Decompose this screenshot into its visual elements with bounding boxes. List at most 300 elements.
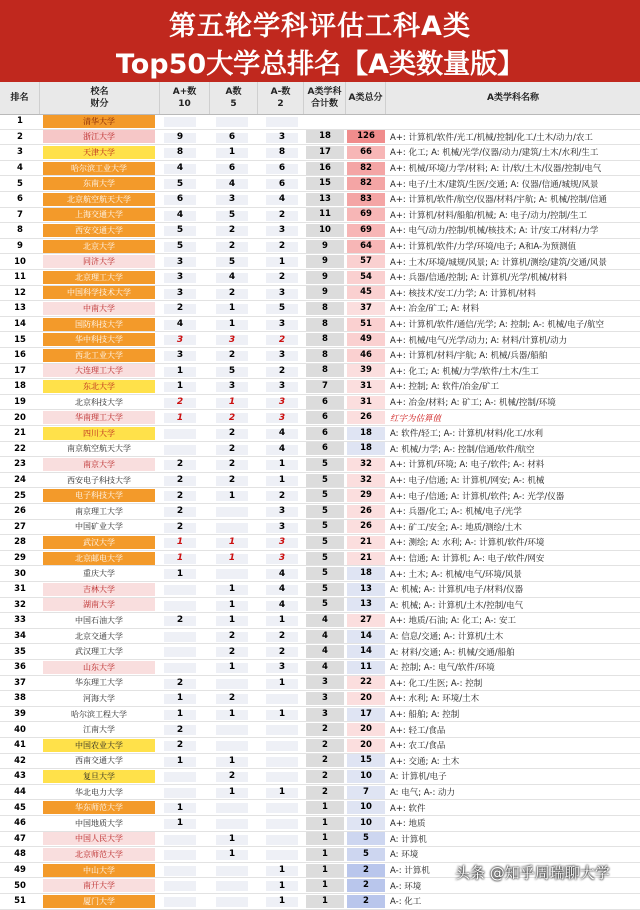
subject-names: A-: 计算机 xyxy=(390,866,430,877)
total-count xyxy=(304,254,346,269)
aminus-count: 2 xyxy=(278,209,286,220)
a-count: 1 xyxy=(228,319,236,330)
score-value: 26 xyxy=(347,505,385,518)
school-cell xyxy=(40,379,158,394)
subject-names: A+: 土木/环境/城规/风景; A: 计算机/测绘/建筑/交通/风景 xyxy=(390,257,607,268)
school-name: 中国农业大学 xyxy=(43,739,155,752)
subject-names: A+: 地质 xyxy=(390,819,426,830)
aminus-count: 1 xyxy=(278,709,286,720)
aminus-count: 1 xyxy=(278,475,286,486)
total-count xyxy=(304,691,346,706)
school-cell xyxy=(40,130,158,145)
subject-names: A+: 冶金/矿工; A: 材料 xyxy=(390,304,480,315)
aminus-count xyxy=(262,754,302,769)
table-row xyxy=(0,598,640,614)
aminus-count: 2 xyxy=(278,272,286,283)
score-value: 17 xyxy=(347,708,385,721)
total-value: 1 xyxy=(306,832,344,845)
aplus-count xyxy=(160,863,200,878)
school-name: 重庆大学 xyxy=(43,567,155,580)
score-value: 10 xyxy=(347,801,385,814)
score-value: 26 xyxy=(347,411,385,424)
subject-names: A+: 电气/动力/控制/机械/核技术; A: 计/安工/材料/力学 xyxy=(390,226,599,237)
total-value: 2 xyxy=(306,770,344,783)
score-cell xyxy=(346,442,386,457)
school-cell xyxy=(40,348,158,363)
aplus-count: 2 xyxy=(176,490,184,501)
subject-names: A+: 农工/食品 xyxy=(390,741,446,752)
aplus-count xyxy=(160,785,200,800)
school-name: 江南大学 xyxy=(43,723,155,736)
rank-cell: 29 xyxy=(14,553,26,564)
school-name: 北京大学 xyxy=(43,240,155,253)
score-cell xyxy=(346,816,386,831)
aplus-count: 2 xyxy=(176,677,184,688)
total-count xyxy=(304,504,346,519)
header-school: 校名 财分 xyxy=(40,82,160,114)
table-row xyxy=(0,644,640,660)
a-count: 1 xyxy=(228,787,236,798)
aplus-count: 5 xyxy=(176,178,184,189)
score-cell xyxy=(346,426,386,441)
subject-names: A+: 计算机/材料/船舶/机械; A: 电子/动力/控制/生工 xyxy=(390,210,587,221)
total-count xyxy=(304,566,346,581)
score-cell xyxy=(346,847,386,862)
total-count xyxy=(304,208,346,223)
rank-cell: 31 xyxy=(14,584,26,595)
subject-names: A+: 电子/信通; A: 计算机/软件; A-: 光学/仪器 xyxy=(390,491,565,502)
rank-cell: 37 xyxy=(14,677,26,688)
score-cell xyxy=(346,800,386,815)
aplus-count xyxy=(160,660,200,675)
rank-cell: 39 xyxy=(14,709,26,720)
score-value: 21 xyxy=(347,552,385,565)
aplus-count xyxy=(160,644,200,659)
a-count: 1 xyxy=(228,397,236,408)
school-cell xyxy=(40,457,158,472)
score-cell xyxy=(346,691,386,706)
school-cell xyxy=(40,473,158,488)
subject-names: A+: 计算机/软件/航空/仪器/材料/宇航; A: 机械/控制/信通 xyxy=(390,195,607,206)
school-name: 南京大学 xyxy=(43,458,155,471)
total-value: 4 xyxy=(306,661,344,674)
aminus-count: 1 xyxy=(278,865,286,876)
school-cell xyxy=(40,878,158,893)
total-value: 18 xyxy=(306,130,344,143)
table-row xyxy=(0,239,640,255)
subject-names: A: 计算机/电子 xyxy=(390,772,447,783)
subject-names: A+: 地质/石油; A: 化工; A-: 安工 xyxy=(390,616,516,627)
score-cell xyxy=(346,754,386,769)
total-count xyxy=(304,239,346,254)
a-count: 2 xyxy=(228,287,236,298)
aminus-count: 6 xyxy=(278,178,286,189)
a-count: 5 xyxy=(228,256,236,267)
total-value: 3 xyxy=(306,676,344,689)
total-count xyxy=(304,457,346,472)
school-cell xyxy=(40,598,158,613)
subject-names: A+: 核技术/安工/力学; A: 计算机/材料 xyxy=(390,288,536,299)
rank-cell: 15 xyxy=(14,334,26,345)
score-value: 15 xyxy=(347,754,385,767)
score-cell xyxy=(346,332,386,347)
aminus-count: 3 xyxy=(278,537,286,548)
score-cell xyxy=(346,863,386,878)
school-name: 武汉理工大学 xyxy=(43,645,155,658)
school-cell xyxy=(40,582,158,597)
school-name: 西安电子科技大学 xyxy=(43,474,155,487)
a-count: 1 xyxy=(228,849,236,860)
school-name: 哈尔滨工业大学 xyxy=(43,162,155,175)
page-title: 第五轮学科评估工科A类 xyxy=(169,11,471,42)
score-cell xyxy=(346,629,386,644)
school-cell xyxy=(40,114,158,129)
rank-cell: 9 xyxy=(17,241,23,252)
school-cell xyxy=(40,395,158,410)
total-count xyxy=(304,520,346,535)
rank-cell: 21 xyxy=(14,428,26,439)
score-value: 69 xyxy=(347,224,385,237)
aplus-count: 1 xyxy=(176,553,184,564)
a-count: 3 xyxy=(228,194,236,205)
a-count: 1 xyxy=(228,147,236,158)
total-count xyxy=(304,348,346,363)
score-value: 45 xyxy=(347,286,385,299)
score-value: 14 xyxy=(347,630,385,643)
score-value: 18 xyxy=(347,567,385,580)
school-cell xyxy=(40,816,158,831)
score-cell xyxy=(346,707,386,722)
total-value: 8 xyxy=(306,318,344,331)
total-count xyxy=(304,878,346,893)
score-cell xyxy=(346,598,386,613)
total-value: 5 xyxy=(306,536,344,549)
table-row xyxy=(0,379,640,395)
score-value: 57 xyxy=(347,255,385,268)
score-cell xyxy=(346,379,386,394)
rank-cell: 19 xyxy=(14,397,26,408)
score-cell xyxy=(346,239,386,254)
total-value: 9 xyxy=(306,255,344,268)
school-cell xyxy=(40,551,158,566)
school-cell xyxy=(40,785,158,800)
aminus-count: 2 xyxy=(278,490,286,501)
score-cell xyxy=(346,317,386,332)
score-cell xyxy=(346,254,386,269)
school-name: 北京交通大学 xyxy=(43,630,155,643)
school-cell xyxy=(40,738,158,753)
table-header xyxy=(0,82,640,115)
total-value: 5 xyxy=(306,489,344,502)
score-cell xyxy=(346,114,386,129)
aplus-count: 2 xyxy=(176,615,184,626)
aminus-count: 4 xyxy=(278,599,286,610)
header-rank: 排名 xyxy=(0,82,40,114)
aplus-count: 1 xyxy=(176,568,184,579)
school-cell xyxy=(40,364,158,379)
school-name: 四川大学 xyxy=(43,427,155,440)
total-value: 5 xyxy=(306,583,344,596)
aminus-count: 3 xyxy=(278,319,286,330)
table-row xyxy=(0,114,640,130)
subject-names: A+: 计算机/软件/力学/环境/电子; A和A-为预测值 xyxy=(390,242,577,253)
score-cell xyxy=(346,504,386,519)
school-cell xyxy=(40,223,158,238)
aminus-count: 4 xyxy=(278,428,286,439)
aminus-count: 2 xyxy=(278,334,286,345)
table-row xyxy=(0,707,640,723)
school-cell xyxy=(40,301,158,316)
aplus-count: 1 xyxy=(176,693,184,704)
aminus-count xyxy=(262,847,302,862)
aminus-count: 4 xyxy=(278,194,286,205)
table-row xyxy=(0,722,640,738)
subject-names: A+: 化工; A: 机械/光学/仪器/动力/建筑/土木/水利/生工 xyxy=(390,148,599,159)
aplus-count: 9 xyxy=(176,131,184,142)
subject-names: A+: 控制; A: 软件/冶金/矿工 xyxy=(390,382,500,393)
rank-cell: 12 xyxy=(14,287,26,298)
score-cell xyxy=(346,644,386,659)
aplus-count: 3 xyxy=(176,272,184,283)
subject-names: A+: 矿工/安全; A-: 地质/测绘/土木 xyxy=(390,522,522,533)
total-count xyxy=(304,161,346,176)
table-row xyxy=(0,754,640,770)
school-cell xyxy=(40,426,158,441)
total-count xyxy=(304,598,346,613)
rank-cell: 38 xyxy=(14,693,26,704)
score-cell xyxy=(346,130,386,145)
table-row xyxy=(0,582,640,598)
a-count: 4 xyxy=(228,178,236,189)
rank-cell: 32 xyxy=(14,599,26,610)
rank-cell: 5 xyxy=(17,178,23,189)
school-name: 天津大学 xyxy=(43,146,155,159)
total-count xyxy=(304,223,346,238)
table-row xyxy=(0,348,640,364)
subject-names: A: 控制; A-: 电气/软件/环境 xyxy=(390,663,495,674)
score-cell xyxy=(346,457,386,472)
score-value: 18 xyxy=(347,442,385,455)
aminus-count: 2 xyxy=(278,631,286,642)
score-value: 5 xyxy=(347,848,385,861)
total-count xyxy=(304,535,346,550)
a-count xyxy=(212,520,252,535)
school-cell xyxy=(40,800,158,815)
table-row xyxy=(0,551,640,567)
school-name: 电子科技大学 xyxy=(43,489,155,502)
total-value: 3 xyxy=(306,692,344,705)
table-row xyxy=(0,270,640,286)
aminus-count: 1 xyxy=(278,459,286,470)
score-cell xyxy=(346,535,386,550)
a-count: 2 xyxy=(228,771,236,782)
total-value: 8 xyxy=(306,349,344,362)
rank-cell: 48 xyxy=(14,849,26,860)
score-cell xyxy=(346,286,386,301)
school-cell xyxy=(40,613,158,628)
score-cell xyxy=(346,613,386,628)
aminus-count: 1 xyxy=(278,256,286,267)
school-cell xyxy=(40,520,158,535)
total-value: 4 xyxy=(306,614,344,627)
school-name: 北京邮电大学 xyxy=(43,552,155,565)
table-row xyxy=(0,457,640,473)
a-count: 2 xyxy=(228,241,236,252)
subject-names: A+: 机械/电气/光学/动力; A: 材料/计算机/动力 xyxy=(390,335,568,346)
aplus-count xyxy=(160,582,200,597)
total-count xyxy=(304,738,346,753)
total-count xyxy=(304,613,346,628)
school-cell xyxy=(40,208,158,223)
school-cell xyxy=(40,442,158,457)
a-count xyxy=(212,738,252,753)
a-count xyxy=(212,114,252,129)
school-name: 吉林大学 xyxy=(43,583,155,596)
school-name: 南京航空航天大学 xyxy=(43,442,155,455)
table-row xyxy=(0,332,640,348)
score-cell xyxy=(346,660,386,675)
school-cell xyxy=(40,192,158,207)
total-value: 5 xyxy=(306,598,344,611)
header-aminus: A-数 2 xyxy=(258,82,304,114)
aplus-count: 2 xyxy=(176,506,184,517)
aplus-count xyxy=(160,426,200,441)
score-value: 39 xyxy=(347,364,385,377)
score-cell xyxy=(346,769,386,784)
table-row xyxy=(0,613,640,629)
aplus-count: 6 xyxy=(176,194,184,205)
score-value: 2 xyxy=(347,879,385,892)
aminus-count: 3 xyxy=(278,131,286,142)
a-count xyxy=(212,863,252,878)
rank-cell: 3 xyxy=(17,147,23,158)
subject-names: A: 计算机 xyxy=(390,834,427,845)
total-count xyxy=(304,769,346,784)
total-count xyxy=(304,676,346,691)
school-name: 东南大学 xyxy=(43,177,155,190)
a-count xyxy=(212,504,252,519)
aminus-count xyxy=(262,816,302,831)
school-cell xyxy=(40,722,158,737)
aplus-count xyxy=(160,847,200,862)
aplus-count: 1 xyxy=(176,818,184,829)
rank-cell: 42 xyxy=(14,755,26,766)
rank-cell: 44 xyxy=(14,787,26,798)
total-value: 16 xyxy=(306,162,344,175)
aplus-count: 2 xyxy=(176,521,184,532)
table-row xyxy=(0,176,640,192)
a-count: 5 xyxy=(228,209,236,220)
a-count: 6 xyxy=(228,163,236,174)
total-count xyxy=(304,442,346,457)
a-count: 2 xyxy=(228,475,236,486)
aminus-count: 3 xyxy=(278,521,286,532)
total-value: 10 xyxy=(306,224,344,237)
score-value: 20 xyxy=(347,739,385,752)
rank-cell: 51 xyxy=(14,896,26,907)
total-value: 8 xyxy=(306,302,344,315)
table-row xyxy=(0,208,640,224)
score-value: 21 xyxy=(347,536,385,549)
rank-cell: 36 xyxy=(14,662,26,673)
score-cell xyxy=(346,223,386,238)
aplus-count xyxy=(160,878,200,893)
school-cell xyxy=(40,332,158,347)
school-name: 南京理工大学 xyxy=(43,505,155,518)
total-count xyxy=(304,785,346,800)
aminus-count: 6 xyxy=(278,163,286,174)
score-cell xyxy=(346,566,386,581)
header-a: A数 5 xyxy=(210,82,258,114)
score-cell xyxy=(346,301,386,316)
table-row xyxy=(0,738,640,754)
score-value: 14 xyxy=(347,645,385,658)
school-cell xyxy=(40,270,158,285)
total-value: 8 xyxy=(306,333,344,346)
rank-cell: 47 xyxy=(14,833,26,844)
score-value: 10 xyxy=(347,817,385,830)
school-cell xyxy=(40,317,158,332)
rank-cell: 22 xyxy=(14,443,26,454)
total-count xyxy=(304,286,346,301)
total-count xyxy=(304,317,346,332)
table-row xyxy=(0,535,640,551)
score-value: 10 xyxy=(347,770,385,783)
table-row xyxy=(0,286,640,302)
a-count: 1 xyxy=(228,599,236,610)
table-row xyxy=(0,847,640,863)
rank-cell: 17 xyxy=(14,365,26,376)
table-row xyxy=(0,301,640,317)
subject-names: A+: 软件 xyxy=(390,803,426,814)
score-value: 7 xyxy=(347,786,385,799)
table-row xyxy=(0,676,640,692)
score-value: 51 xyxy=(347,318,385,331)
a-count: 1 xyxy=(228,584,236,595)
header-total: A类学科 合计数 xyxy=(304,82,346,114)
score-value: 18 xyxy=(347,427,385,440)
school-cell xyxy=(40,239,158,254)
total-count xyxy=(304,395,346,410)
school-cell xyxy=(40,410,158,425)
school-cell xyxy=(40,894,158,909)
table-row xyxy=(0,769,640,785)
table-row xyxy=(0,426,640,442)
aplus-count xyxy=(160,442,200,457)
a-count: 4 xyxy=(228,272,236,283)
total-count xyxy=(304,114,346,129)
school-name: 中南大学 xyxy=(43,302,155,315)
total-count xyxy=(304,722,346,737)
rank-cell: 7 xyxy=(17,209,23,220)
aplus-count: 4 xyxy=(176,319,184,330)
score-cell xyxy=(346,473,386,488)
school-name: 浙江大学 xyxy=(43,130,155,143)
subject-names: A+: 计算机/材料/宇航; A: 机械/兵器/船舶 xyxy=(390,351,548,362)
aminus-count: 1 xyxy=(278,880,286,891)
total-value: 8 xyxy=(306,364,344,377)
subject-names: A: 机械; A-: 计算机/土木/控制/电气 xyxy=(390,600,524,611)
aplus-count: 1 xyxy=(176,537,184,548)
school-name: 西南交通大学 xyxy=(43,754,155,767)
aplus-count xyxy=(160,769,200,784)
total-value: 1 xyxy=(306,895,344,908)
aplus-count: 1 xyxy=(176,755,184,766)
table-row xyxy=(0,520,640,536)
school-cell xyxy=(40,832,158,847)
score-cell xyxy=(346,520,386,535)
score-value: 82 xyxy=(347,162,385,175)
